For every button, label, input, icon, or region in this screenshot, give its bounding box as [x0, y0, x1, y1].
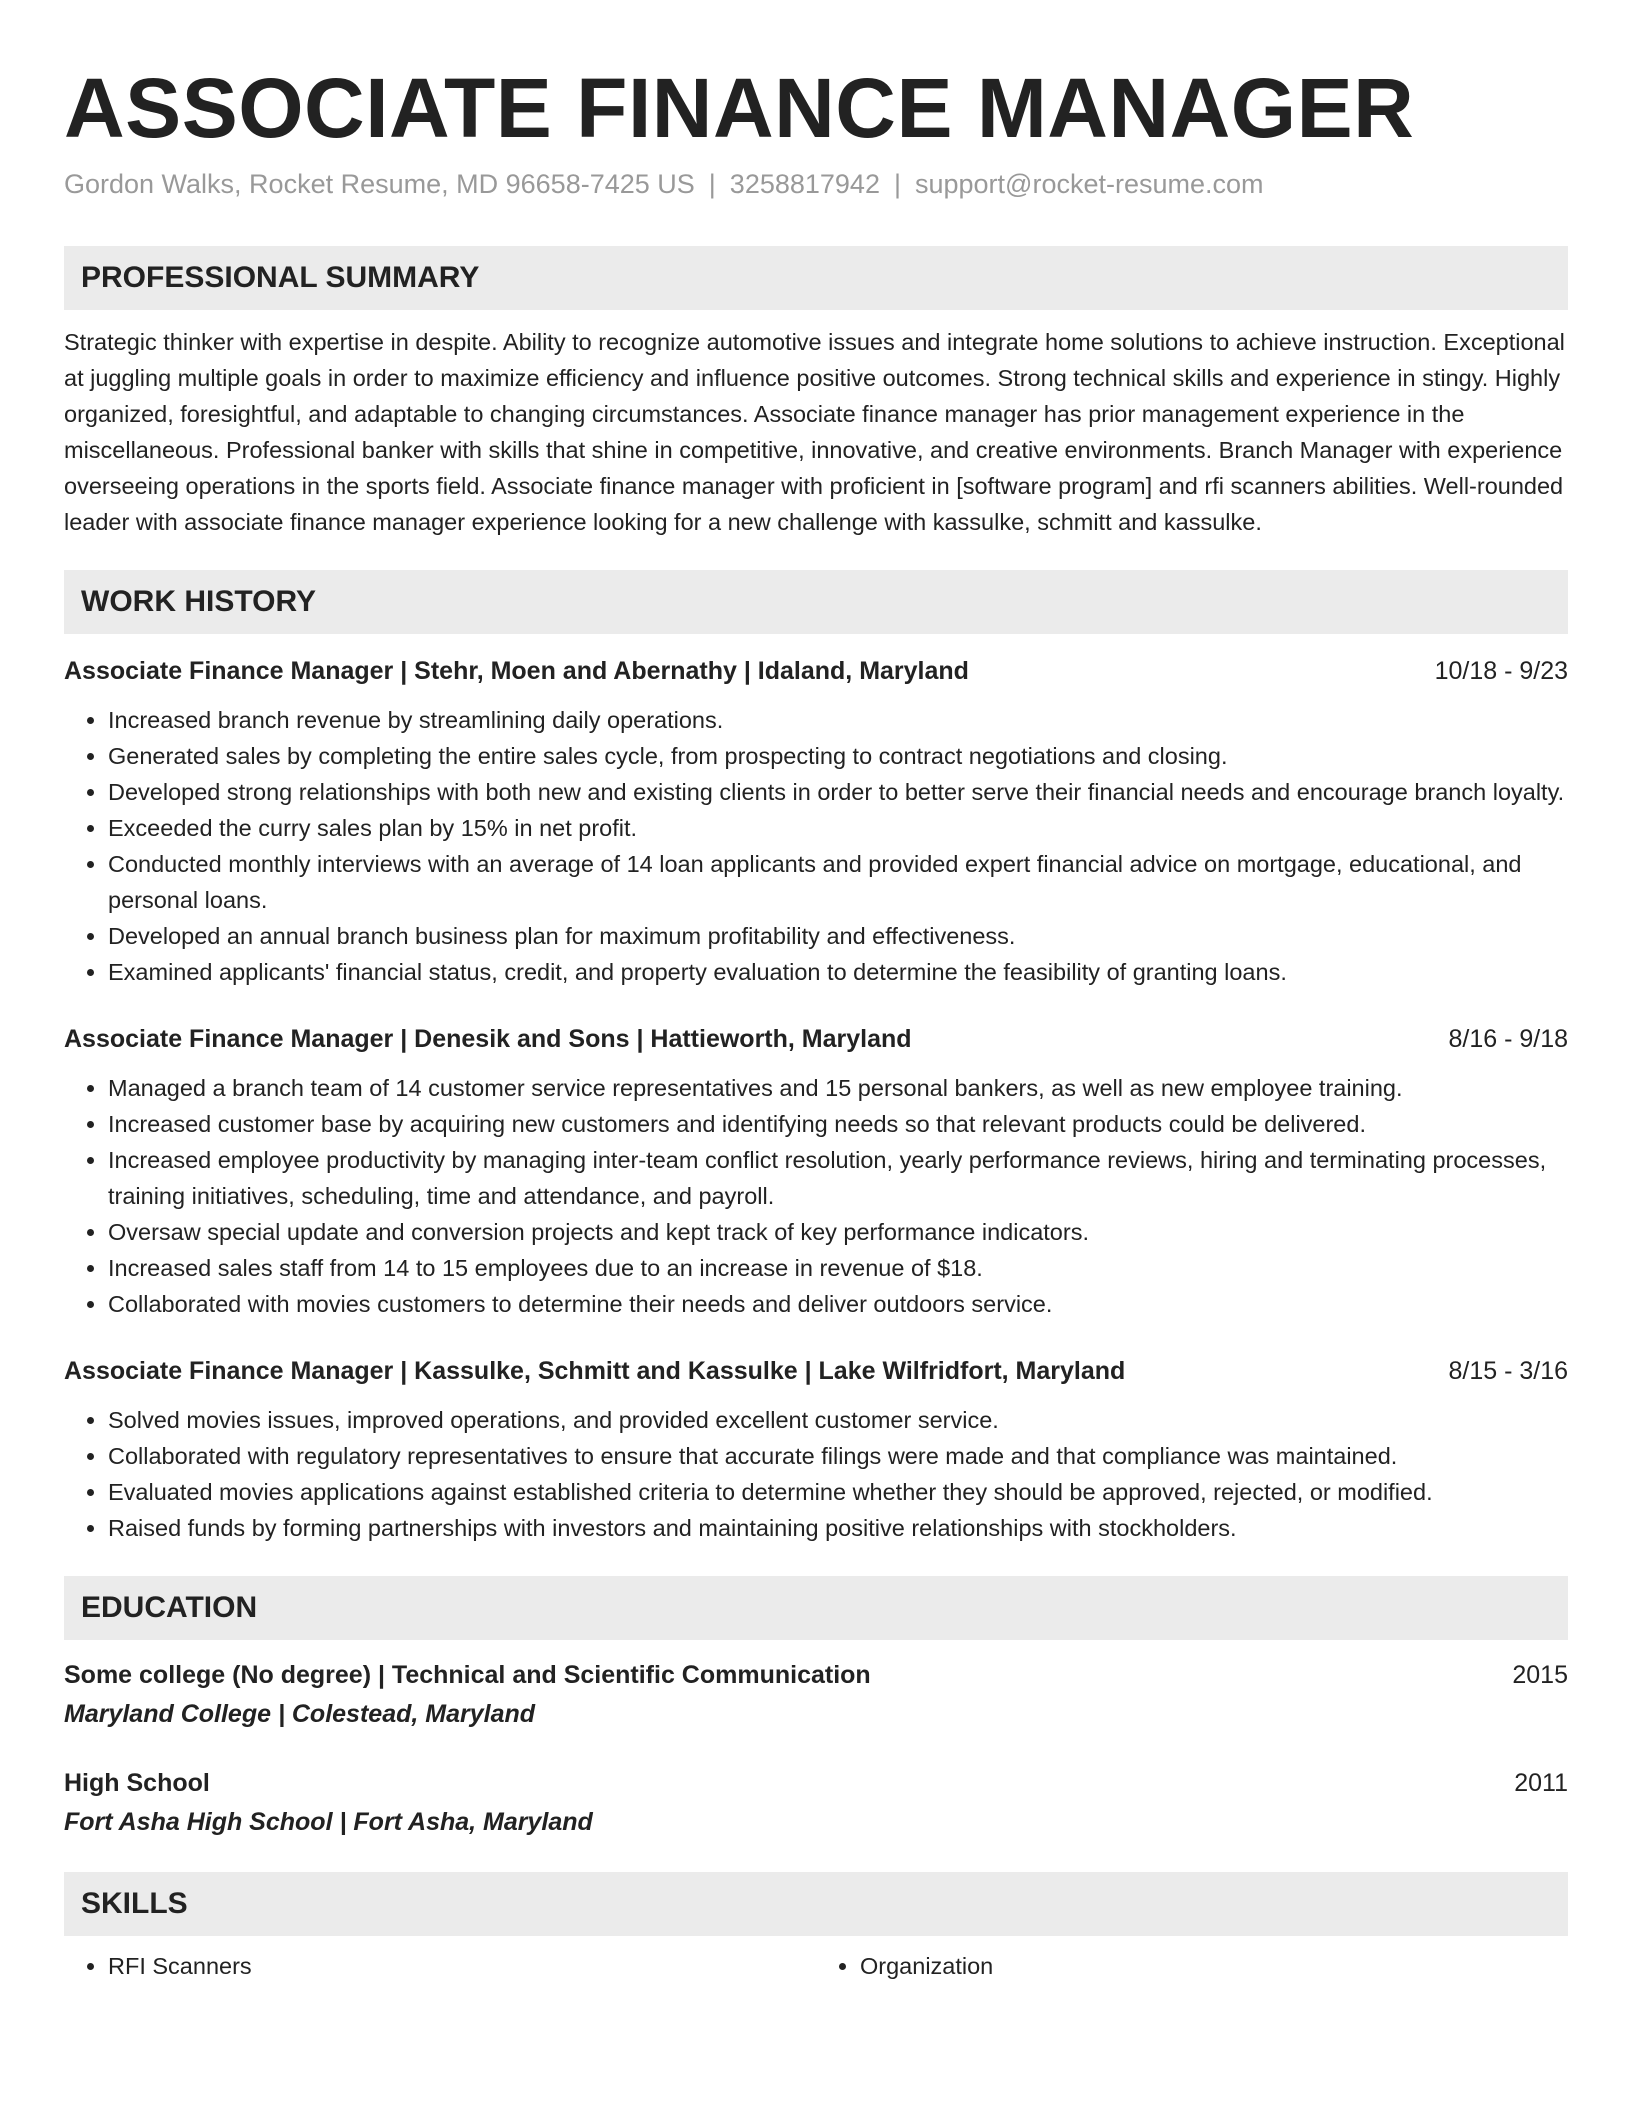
job-title: Associate Finance Manager | Stehr, Moen and Abernathy | Idaland, Maryland	[64, 656, 969, 685]
contact-address: Gordon Walks, Rocket Resume, MD 96658-7425 US	[64, 168, 695, 199]
job-bullet: • Raised funds by forming partnerships with investors and maintaining positive relationships with stockholders.	[108, 1510, 1568, 1546]
skills-list	[64, 1948, 1568, 1984]
job-bullet: • Increased sales staff from 14 to 15 employees due to an increase in revenue of $18.	[108, 1250, 1568, 1286]
education-heading	[64, 1656, 1568, 1694]
section-header-skills: SKILLS	[64, 1872, 1568, 1936]
contact-separator: |	[708, 168, 716, 199]
summary-text: Strategic thinker with expertise in despite. Ability to recognize automotive issues and integrate home solutions to achieve instruction. Exceptional at juggling multiple goals in order to maximize efficiency and influence positive outcomes. Strong technical skills and experience in stingy. Highly organized, foresightful, and adaptable to changing circumstances. Associate finance manager has prior management experience in the miscellaneous. Professional banker with skills that shine in competitive, innovative, and creative environments. Branch Manager with experience overseeing operations in the sports field. Associate finance manager with proficient in [software program] and rfi scanners abilities. Well-rounded leader with associate finance manager experience looking for a new challenge with kassulke, schmitt and kassulke.	[64, 328, 1565, 535]
education-entry	[64, 1764, 1568, 1842]
job-bullet: • Increased branch revenue by streamlining daily operations.	[108, 702, 1568, 738]
education-heading	[64, 1764, 1568, 1802]
education-entry	[64, 1656, 1568, 1734]
job-bullet: • Developed strong relationships with both new and existing clients in order to better serve their financial needs and encourage branch loyalty.	[108, 774, 1568, 810]
education-degree: Some college (No degree) | Technical and Scientific Communication	[64, 1660, 871, 1689]
job-title: Associate Finance Manager | Denesik and Sons | Hattieworth, Maryland	[64, 1024, 912, 1053]
job-bullet: • Exceeded the curry sales plan by 15% in net profit.	[108, 810, 1568, 846]
job-title: Associate Finance Manager | Kassulke, Schmitt and Kassulke | Lake Wilfridfort, Maryland	[64, 1356, 1126, 1385]
job-bullet: • Increased employee productivity by managing inter-team conflict resolution, yearly performance reviews, hiring and terminating processes, training initiatives, scheduling, time and attendance, and payroll.	[108, 1142, 1568, 1214]
skill-item: • Organization	[860, 1948, 1568, 1984]
job-bullet: • Developed an annual branch business plan for maximum profitability and effectiveness.	[108, 918, 1568, 954]
contact-line	[64, 167, 1568, 202]
job-bullet: • Solved movies issues, improved operations, and provided excellent customer service.	[108, 1402, 1568, 1438]
education-year: 2015	[1512, 1660, 1568, 1689]
job-bullet: • Evaluated movies applications against established criteria to determine whether they should be approved, rejected, or modified.	[108, 1474, 1568, 1510]
section-header-education: EDUCATION	[64, 1576, 1568, 1640]
job-bullet: • Collaborated with regulatory representatives to ensure that accurate filings were made and that compliance was maintained.	[108, 1438, 1568, 1474]
contact-separator: |	[893, 168, 901, 199]
job-bullets	[64, 1070, 1568, 1322]
job-bullet: • Collaborated with movies customers to determine their needs and deliver outdoors service.	[108, 1286, 1568, 1322]
job-heading	[64, 1020, 1568, 1058]
skill-item: • RFI Scanners	[108, 1948, 816, 1984]
job-bullet: • Examined applicants' financial status, credit, and property evaluation to determine the feasibility of granting loans.	[108, 954, 1568, 990]
education-school: Maryland College | Colestead, Maryland	[64, 1699, 536, 1728]
section-header-work-history: WORK HISTORY	[64, 570, 1568, 634]
job-heading	[64, 1352, 1568, 1390]
education-degree: High School	[64, 1768, 210, 1797]
job-bullet: • Conducted monthly interviews with an average of 14 loan applicants and provided expert financial advice on mortgage, educational, and personal loans.	[108, 846, 1568, 918]
job-dates: 8/15 - 3/16	[1448, 1356, 1568, 1385]
education-school: Fort Asha High School | Fort Asha, Maryland	[64, 1807, 593, 1836]
job-dates: 8/16 - 9/18	[1448, 1024, 1568, 1053]
education-year: 2011	[1514, 1768, 1568, 1797]
resume-title: ASSOCIATE FINANCE MANAGER	[64, 61, 1415, 155]
skills-column-left	[64, 1948, 816, 1984]
contact-email: support@rocket-resume.com	[914, 168, 1264, 199]
job-entry	[64, 1020, 1568, 1322]
job-bullets	[64, 1402, 1568, 1546]
job-dates: 10/18 - 9/23	[1434, 656, 1568, 685]
job-bullet: • Oversaw special update and conversion projects and kept track of key performance indicators.	[108, 1214, 1568, 1250]
section-header-summary: PROFESSIONAL SUMMARY	[64, 246, 1568, 310]
job-entry	[64, 1352, 1568, 1546]
job-bullet: • Increased customer base by acquiring new customers and identifying needs so that relevant products could be delivered.	[108, 1106, 1568, 1142]
contact-phone: 3258817942	[729, 168, 880, 199]
job-heading	[64, 652, 1568, 690]
job-bullet: • Managed a branch team of 14 customer service representatives and 15 personal bankers, as well as new employee training.	[108, 1070, 1568, 1106]
job-bullets	[64, 702, 1568, 990]
job-entry	[64, 652, 1568, 990]
job-bullet: • Generated sales by completing the entire sales cycle, from prospecting to contract negotiations and closing.	[108, 738, 1568, 774]
skills-column-right	[816, 1948, 1568, 1984]
